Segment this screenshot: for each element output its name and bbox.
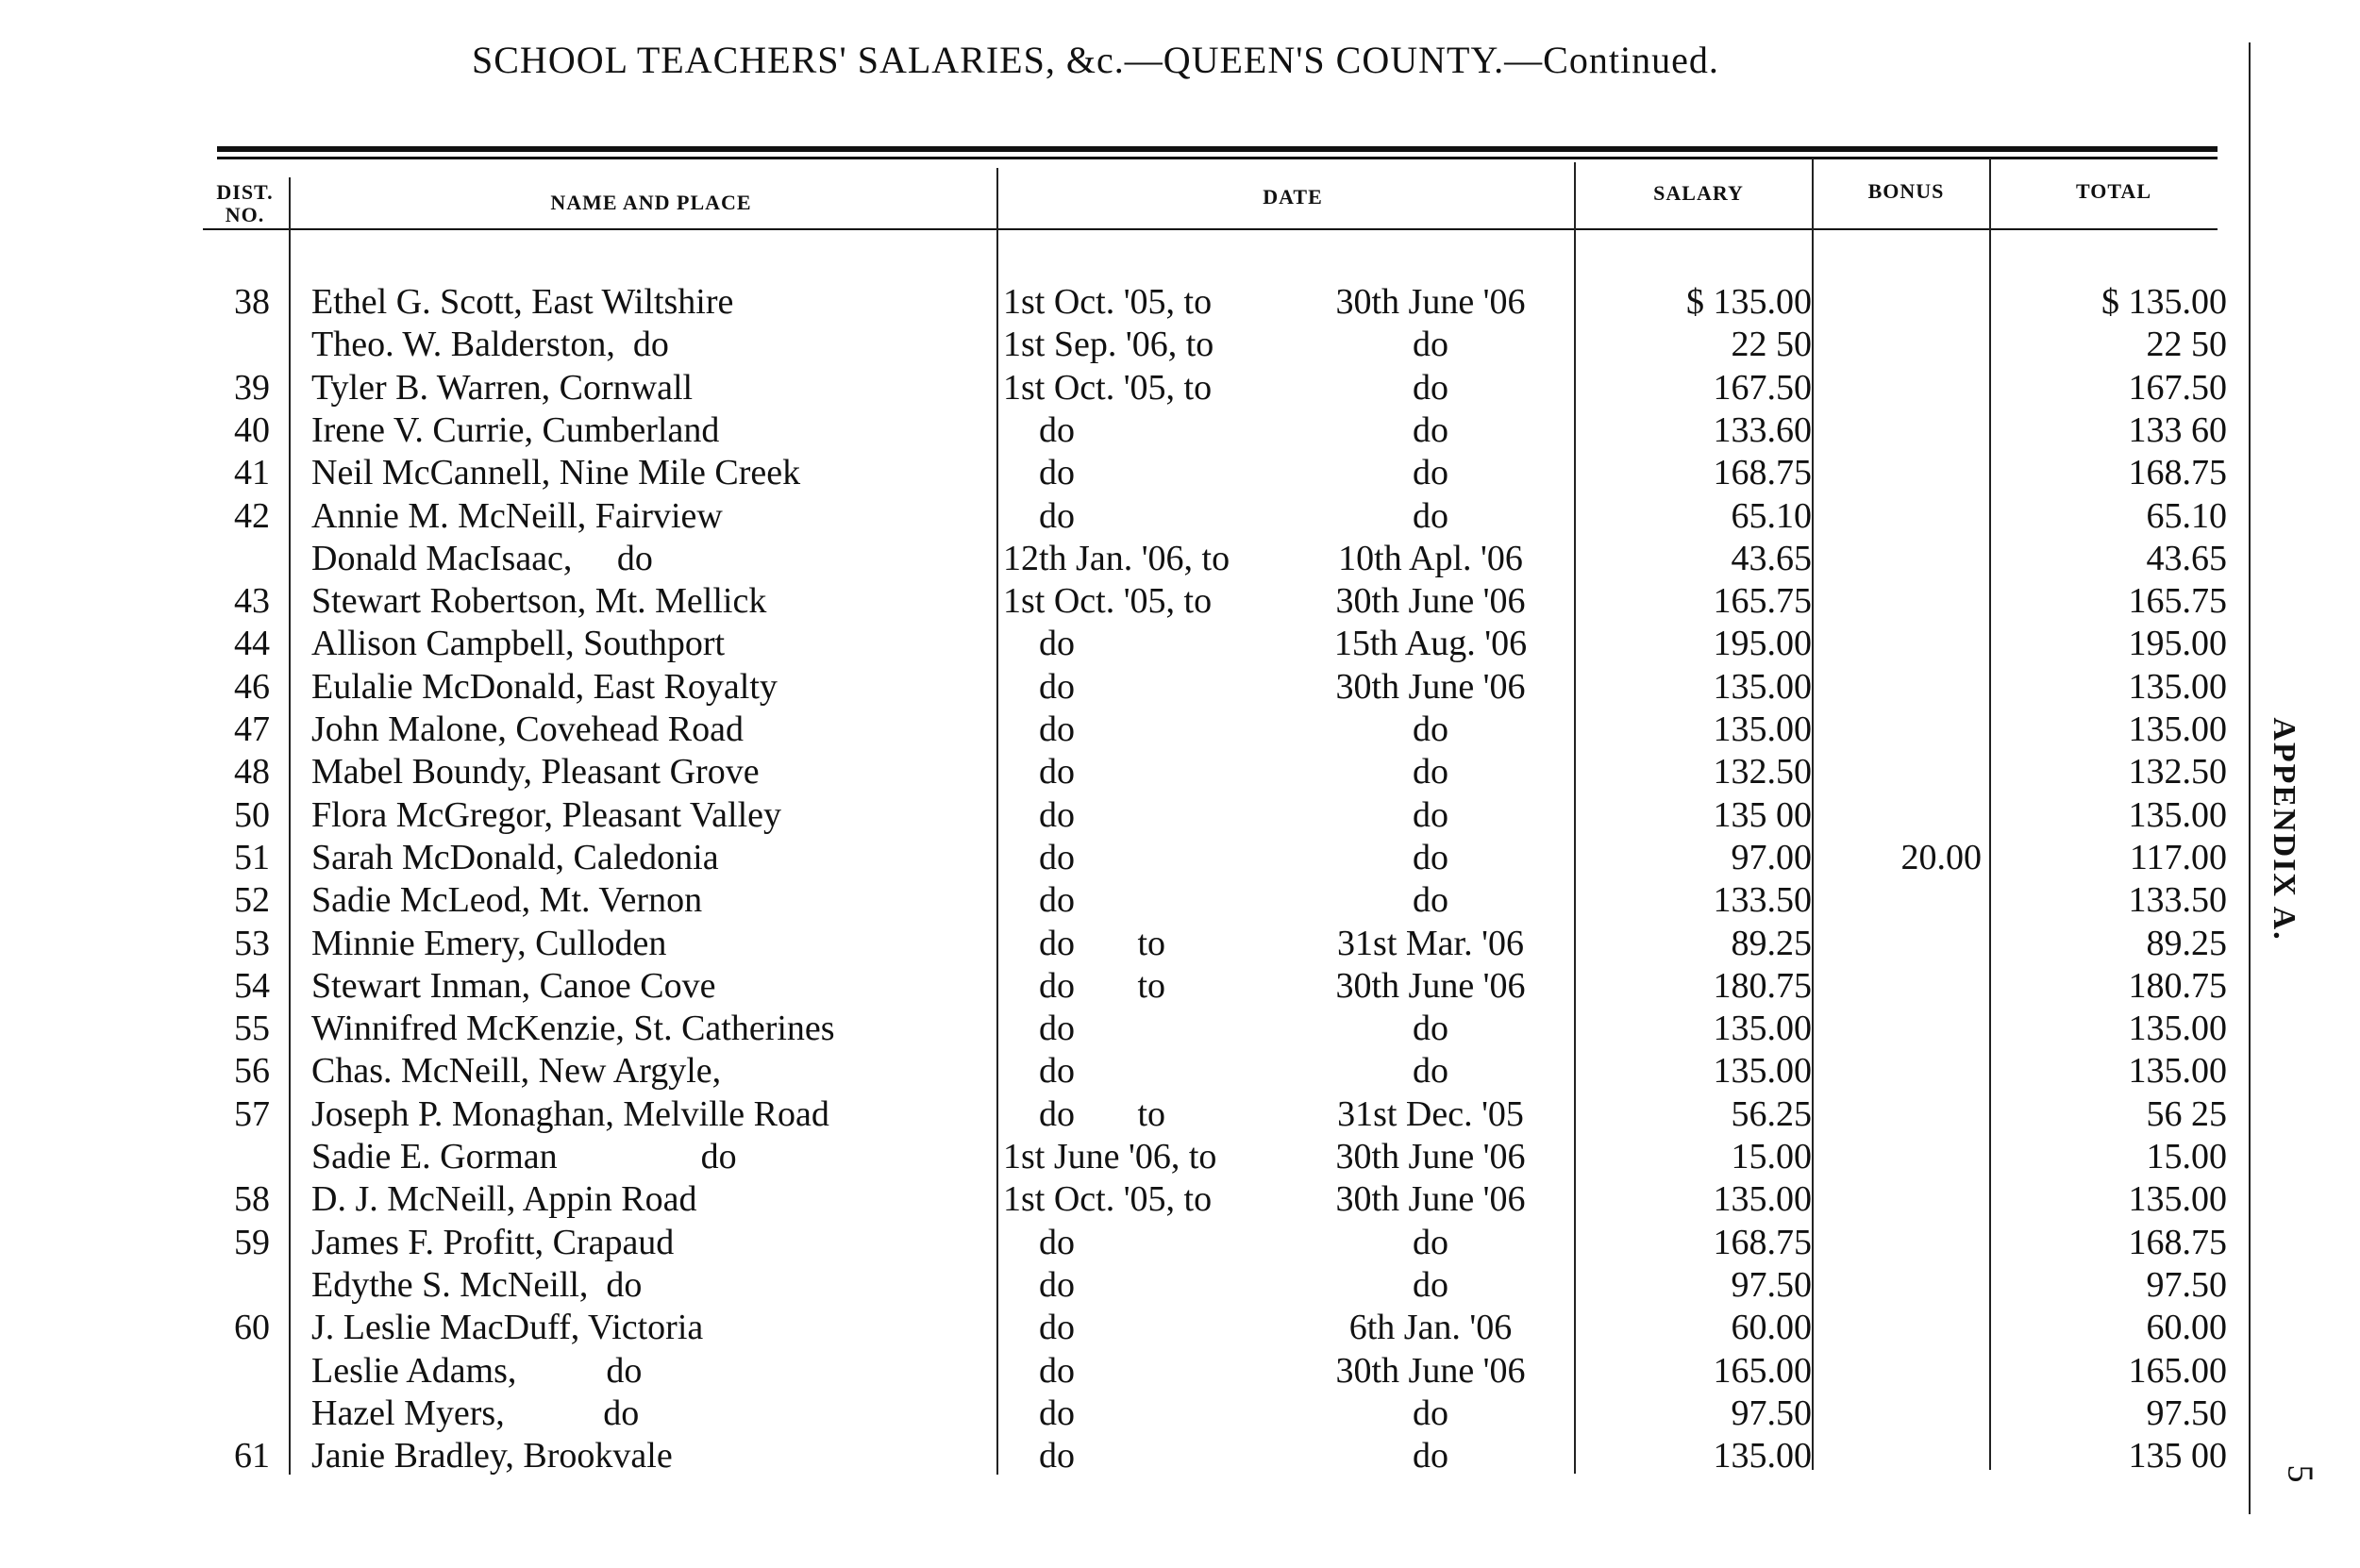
cell-salary: 135.00 — [1713, 666, 1812, 707]
cell-date-from: do — [1003, 409, 1075, 450]
cell-date-to: 30th June '06 — [1335, 1179, 1526, 1220]
cell-dist: 40 — [234, 409, 270, 450]
cell-date-to: 31st Dec. '05 — [1337, 1093, 1524, 1134]
cell-date-to: do — [1413, 752, 1448, 792]
table-row — [0, 1435, 2360, 1477]
cell-name: Flora McGregor, Pleasant Valley — [311, 794, 781, 835]
table-row — [0, 324, 2360, 366]
cell-date-from: do — [1003, 752, 1075, 792]
cell-total: 89.25 — [2146, 923, 2227, 963]
cell-dist: 57 — [234, 1093, 270, 1134]
cell-date-from: do — [1003, 1308, 1075, 1348]
cell-date-to: do — [1413, 1009, 1448, 1049]
table-row — [0, 1178, 2360, 1221]
cell-total: 97.50 — [2146, 1393, 2227, 1433]
cell-date-from: do — [1003, 453, 1075, 493]
cell-dist: 38 — [234, 282, 270, 322]
cell-dist: 43 — [234, 581, 270, 622]
cell-date-from: 1st Oct. '05, to — [1003, 581, 1213, 622]
table-row — [0, 794, 2360, 837]
cell-dist: 47 — [234, 709, 270, 749]
cell-salary: 135.00 — [1713, 1009, 1812, 1049]
cell-date-from: do — [1003, 837, 1075, 877]
cell-dist: 48 — [234, 752, 270, 792]
cell-dist: 50 — [234, 794, 270, 835]
cell-total: 165.75 — [2128, 581, 2227, 622]
cell-date-from: do — [1003, 880, 1075, 921]
table-row — [0, 837, 2360, 879]
cell-date-from: do — [1003, 495, 1075, 536]
cell-name: John Malone, Covehead Road — [311, 709, 745, 749]
cell-date-from: do — [1003, 1436, 1075, 1476]
top-rule-thick — [217, 146, 2218, 152]
cell-name: J. Leslie MacDuff, Victoria — [311, 1308, 704, 1348]
cell-date-to: do — [1413, 495, 1448, 536]
table-row — [0, 1264, 2360, 1307]
cell-name: Stewart Robertson, Mt. Mellick — [311, 581, 767, 622]
cell-total: 135.00 — [2128, 1051, 2227, 1092]
cell-name: Neil McCannell, Nine Mile Creek — [311, 453, 801, 493]
cell-salary: 135.00 — [1713, 1179, 1812, 1220]
table-row — [0, 666, 2360, 709]
cell-salary: 165.75 — [1713, 581, 1812, 622]
table-row — [0, 1350, 2360, 1393]
table-row — [0, 367, 2360, 409]
table-row — [0, 1008, 2360, 1050]
cell-dist: 51 — [234, 837, 270, 877]
cell-salary: 15.00 — [1731, 1137, 1812, 1176]
cell-total: $ 135.00 — [2101, 282, 2227, 322]
cell-dist: 59 — [234, 1222, 270, 1262]
cell-date-from: do — [1003, 794, 1075, 835]
cell-salary: 165.00 — [1713, 1350, 1812, 1391]
cell-date-from: do — [1003, 1264, 1075, 1305]
cell-name: Annie M. McNeill, Fairview — [311, 495, 723, 536]
cell-date-to: do — [1413, 453, 1448, 493]
cell-total: 60.00 — [2146, 1308, 2227, 1348]
header-total: TOTAL — [2076, 179, 2151, 203]
cell-date-from: 1st Sep. '06, to — [1003, 325, 1214, 365]
cell-date-from: 1st Oct. '05, to — [1003, 1179, 1213, 1220]
cell-salary: 167.50 — [1713, 367, 1812, 408]
table-row — [0, 409, 2360, 452]
cell-dist: 54 — [234, 965, 270, 1006]
page-number: 5 — [2280, 1464, 2320, 1483]
cell-name: Stewart Inman, Canoe Cove — [311, 965, 716, 1006]
cell-date-to: 6th Jan. '06 — [1348, 1308, 1513, 1348]
top-rule-thin — [217, 157, 2218, 159]
cell-name: Chas. McNeill, New Argyle, — [311, 1051, 722, 1092]
cell-total: 56 25 — [2146, 1093, 2227, 1134]
cell-total: 135.00 — [2128, 709, 2227, 749]
cell-dist: 61 — [234, 1436, 270, 1476]
cell-date-from: 1st Oct. '05, to — [1003, 367, 1213, 408]
cell-salary: 180.75 — [1713, 965, 1812, 1006]
table-row — [0, 281, 2360, 324]
cell-salary: 43.65 — [1731, 538, 1812, 578]
table-row — [0, 1050, 2360, 1093]
cell-salary: 168.75 — [1713, 453, 1812, 493]
cell-salary: $ 135.00 — [1686, 282, 1812, 322]
cell-date-to: do — [1413, 837, 1448, 877]
cell-name: Eulalie McDonald, East Royalty — [311, 666, 778, 707]
cell-name: Leslie Adams, do — [311, 1350, 643, 1391]
cell-salary: 135.00 — [1713, 1436, 1812, 1476]
cell-date-from: do to — [1003, 965, 1166, 1006]
cell-total: 165.00 — [2128, 1350, 2227, 1391]
cell-dist: 46 — [234, 666, 270, 707]
cell-date-to: do — [1413, 709, 1448, 749]
cell-name: Sadie McLeod, Mt. Vernon — [311, 880, 703, 921]
cell-name: Irene V. Currie, Cumberland — [311, 409, 720, 450]
cell-dist: 44 — [234, 624, 270, 664]
cell-salary: 135.00 — [1713, 1051, 1812, 1092]
cell-date-from: do — [1003, 1393, 1075, 1433]
table-row — [0, 1307, 2360, 1349]
cell-date-to: 31st Mar. '06 — [1337, 923, 1524, 963]
cell-dist: 52 — [234, 880, 270, 921]
cell-name: Mabel Boundy, Pleasant Grove — [311, 752, 760, 792]
cell-dist: 39 — [234, 367, 270, 408]
cell-date-to: 30th June '06 — [1335, 1350, 1526, 1391]
page-title: SCHOOL TEACHERS' SALARIES, &c.—QUEEN'S COUNTY.—Continued. — [472, 39, 1719, 81]
cell-total: 133 60 — [2128, 409, 2227, 450]
cell-total: 117.00 — [2129, 837, 2227, 877]
cell-name: Janie Bradley, Brookvale — [311, 1436, 673, 1476]
cell-name: Minnie Emery, Culloden — [311, 923, 667, 963]
cell-total: 132.50 — [2128, 752, 2227, 792]
cell-salary: 97.00 — [1731, 837, 1812, 877]
table-row — [0, 452, 2360, 494]
cell-total: 135.00 — [2128, 794, 2227, 835]
cell-total: 43.65 — [2146, 538, 2227, 578]
cell-date-to: 10th Apl. '06 — [1338, 538, 1523, 578]
cell-date-from: do — [1003, 666, 1075, 707]
cell-name: Edythe S. McNeill, do — [311, 1264, 643, 1305]
cell-salary: 135 00 — [1713, 794, 1812, 835]
cell-salary: 65.10 — [1731, 495, 1812, 536]
cell-salary: 133.50 — [1713, 880, 1812, 921]
cell-salary: 89.25 — [1731, 923, 1812, 963]
table-row — [0, 538, 2360, 580]
cell-date-from: 1st Oct. '05, to — [1003, 282, 1213, 322]
cell-total: 135 00 — [2128, 1436, 2227, 1476]
table-row — [0, 965, 2360, 1008]
cell-date-to: 15th Aug. '06 — [1333, 624, 1528, 664]
cell-name: Joseph P. Monaghan, Melville Road — [311, 1093, 829, 1134]
cell-total: 168.75 — [2128, 453, 2227, 493]
cell-name: Sadie E. Gorman do — [311, 1137, 737, 1176]
cell-total: 168.75 — [2128, 1222, 2227, 1262]
cell-date-to: 30th June '06 — [1335, 965, 1526, 1006]
header-name-and-place: NAME AND PLACE — [550, 191, 752, 214]
cell-total: 135.00 — [2128, 1009, 2227, 1049]
cell-salary: 56.25 — [1731, 1093, 1812, 1134]
cell-salary: 195.00 — [1713, 624, 1812, 664]
cell-total: 180.75 — [2128, 965, 2227, 1006]
cell-dist: 41 — [234, 453, 270, 493]
cell-name: Tyler B. Warren, Cornwall — [311, 367, 694, 408]
cell-date-from: do — [1003, 1222, 1075, 1262]
cell-dist: 58 — [234, 1179, 270, 1220]
cell-total: 167.50 — [2128, 367, 2227, 408]
cell-date-to: do — [1413, 1264, 1448, 1305]
cell-date-to: do — [1413, 794, 1448, 835]
cell-date-to: 30th June '06 — [1335, 581, 1526, 622]
cell-total: 133.50 — [2128, 880, 2227, 921]
cell-name: Donald MacIsaac, do — [311, 538, 653, 578]
cell-date-to: do — [1413, 880, 1448, 921]
table-row — [0, 1222, 2360, 1264]
cell-date-to: do — [1413, 1436, 1448, 1476]
cell-date-to: do — [1413, 325, 1448, 365]
table-row — [0, 879, 2360, 922]
header-rule — [203, 228, 2218, 230]
cell-date-to: 30th June '06 — [1335, 666, 1526, 707]
cell-salary: 132.50 — [1713, 752, 1812, 792]
cell-date-from: do — [1003, 1051, 1075, 1092]
cell-name: D. J. McNeill, Appin Road — [311, 1179, 697, 1220]
header-bonus: BONUS — [1867, 179, 1945, 203]
cell-date-to: do — [1413, 367, 1448, 408]
cell-date-to: do — [1413, 1222, 1448, 1262]
cell-bonus: 20.00 — [1900, 837, 1982, 877]
cell-salary: 168.75 — [1713, 1222, 1812, 1262]
table-row — [0, 580, 2360, 623]
cell-date-to: 30th June '06 — [1335, 1137, 1526, 1176]
cell-salary: 22 50 — [1731, 325, 1812, 365]
table-row — [0, 495, 2360, 538]
cell-name: Hazel Myers, do — [311, 1393, 640, 1433]
cell-total: 135.00 — [2128, 1179, 2227, 1220]
cell-name: Winnifred McKenzie, St. Catherines — [311, 1009, 835, 1049]
cell-date-from: do — [1003, 1350, 1075, 1391]
cell-date-to: 30th June '06 — [1335, 282, 1526, 322]
cell-total: 22 50 — [2146, 325, 2227, 365]
table-row — [0, 1136, 2360, 1178]
cell-date-from: do — [1003, 709, 1075, 749]
cell-total: 135.00 — [2128, 666, 2227, 707]
cell-salary: 97.50 — [1731, 1264, 1812, 1305]
table-row — [0, 923, 2360, 965]
header-dist-no: DIST. NO. — [216, 180, 274, 226]
cell-name: Theo. W. Balderston, do — [311, 325, 669, 365]
table-row — [0, 1093, 2360, 1136]
cell-salary: 97.50 — [1731, 1393, 1812, 1433]
cell-name: James F. Profitt, Crapaud — [311, 1222, 675, 1262]
cell-salary: 133.60 — [1713, 409, 1812, 450]
cell-date-from: do to — [1003, 923, 1166, 963]
table-row — [0, 709, 2360, 751]
cell-dist: 60 — [234, 1308, 270, 1348]
table-row — [0, 1393, 2360, 1435]
cell-name: Ethel G. Scott, East Wiltshire — [311, 282, 734, 322]
cell-total: 15.00 — [2146, 1137, 2227, 1176]
appendix-label: APPENDIX A. — [2267, 717, 2301, 942]
cell-date-from: do — [1003, 1009, 1075, 1049]
cell-date-to: do — [1413, 409, 1448, 450]
cell-name: Sarah McDonald, Caledonia — [311, 837, 719, 877]
cell-date-from: do — [1003, 624, 1075, 664]
cell-salary: 60.00 — [1731, 1308, 1812, 1348]
cell-date-to: do — [1413, 1393, 1448, 1433]
cell-total: 97.50 — [2146, 1264, 2227, 1305]
cell-date-from: 1st June '06, to — [1003, 1137, 1217, 1176]
cell-date-to: do — [1413, 1051, 1448, 1092]
cell-dist: 56 — [234, 1051, 270, 1092]
cell-date-from: do to — [1003, 1093, 1166, 1134]
cell-dist: 53 — [234, 923, 270, 963]
table-row — [0, 751, 2360, 793]
cell-salary: 135.00 — [1713, 709, 1812, 749]
cell-dist: 55 — [234, 1009, 270, 1049]
cell-name: Allison Campbell, Southport — [311, 624, 726, 664]
cell-total: 195.00 — [2128, 624, 2227, 664]
cell-total: 65.10 — [2146, 495, 2227, 536]
header-date: DATE — [1263, 185, 1323, 209]
table-row — [0, 623, 2360, 665]
cell-dist: 42 — [234, 495, 270, 536]
cell-date-from: 12th Jan. '06, to — [1003, 538, 1230, 578]
header-salary: SALARY — [1653, 181, 1744, 205]
